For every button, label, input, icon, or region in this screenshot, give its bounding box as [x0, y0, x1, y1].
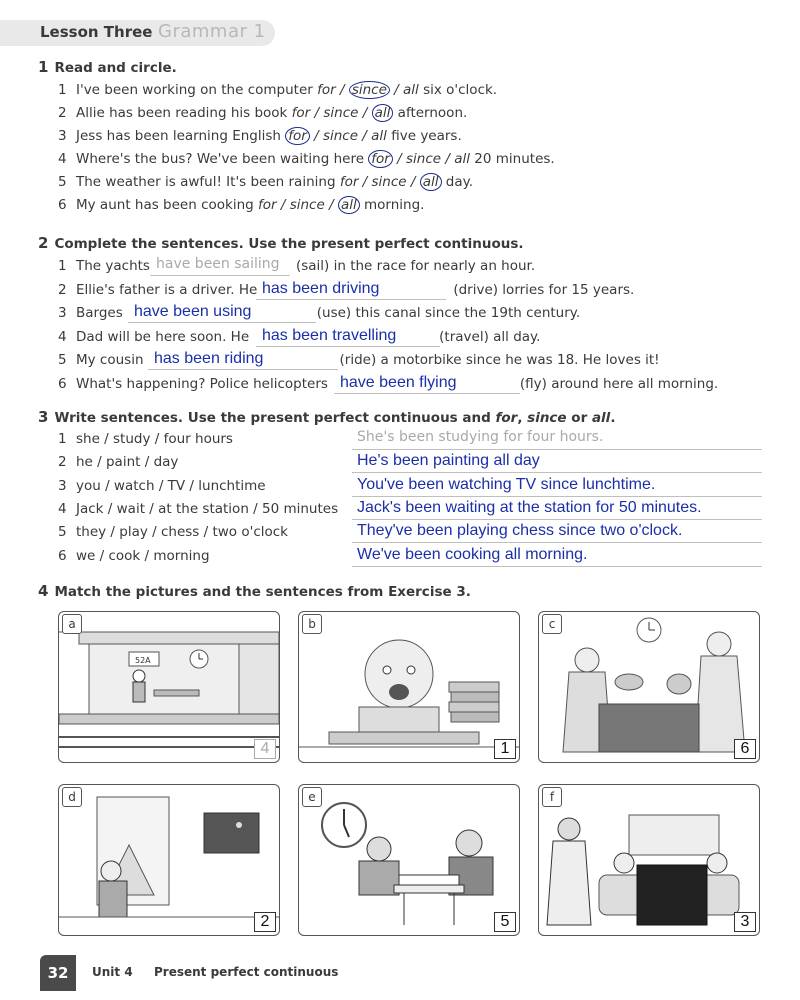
option-o2[interactable]: since — [349, 81, 390, 99]
ex1-item — [58, 105, 467, 121]
answer-text[interactable]: have been using — [134, 303, 252, 320]
option-o2[interactable]: since — [371, 174, 407, 190]
ex3-item — [58, 431, 233, 447]
prompt-text: we / cook / morning — [76, 547, 210, 564]
sentence-end: (travel) all day. — [439, 328, 541, 345]
prompt-text: he / paint / day — [76, 454, 179, 471]
sentence-start: The yachts — [76, 258, 150, 274]
item-number: 1 — [58, 82, 67, 98]
sentence-end: five years. — [386, 128, 462, 144]
answer-text[interactable]: has been riding — [154, 350, 264, 367]
picture-f-watching-tv: f 3 — [538, 784, 760, 936]
picture-f-answer: 3 — [734, 912, 756, 932]
sentence-end: (sail) in the race for nearly an hour. — [295, 258, 536, 274]
ex1-item — [58, 82, 497, 98]
item-number: 3 — [58, 305, 67, 321]
sentence-end: 20 minutes. — [470, 151, 555, 167]
answer-line — [352, 542, 762, 543]
chess-illustration — [299, 785, 519, 935]
item-number: 2 — [58, 105, 67, 121]
option-o1[interactable]: for — [317, 82, 336, 98]
option-o2[interactable]: since — [289, 197, 325, 213]
option-separator: / — [392, 151, 406, 167]
ex3-item — [58, 524, 288, 540]
ex1-item — [58, 151, 555, 167]
prompt-text: they / play / chess / two o'clock — [76, 524, 288, 541]
sentence-end: (use) this canal since the 19th century. — [316, 305, 581, 321]
option-o3[interactable]: all — [454, 151, 470, 167]
option-o3[interactable]: all — [372, 104, 394, 122]
item-number: 5 — [58, 352, 67, 368]
answer-text[interactable]: She's been studying for four hours. — [357, 429, 604, 445]
item-number: 1 — [58, 258, 67, 274]
option-separator: / — [358, 174, 372, 190]
option-o2[interactable]: since — [406, 151, 442, 167]
option-separator: / — [310, 105, 324, 121]
cooking-illustration — [539, 612, 759, 762]
sentence-end: (drive) lorries for 15 years. — [453, 281, 635, 298]
sentence-end: (fly) around here all morning. — [519, 375, 719, 392]
option-o1[interactable]: for — [258, 197, 277, 213]
option-o3[interactable]: all — [420, 173, 442, 191]
sentence-start: My aunt has been cooking — [76, 197, 259, 213]
picture-a-answer: 4 — [254, 739, 276, 759]
lesson-title: Lesson Three — [40, 23, 153, 41]
option-o2[interactable]: since — [322, 128, 359, 144]
ex3-item — [58, 478, 266, 494]
studying-illustration — [299, 612, 519, 762]
item-number: 6 — [58, 197, 67, 213]
answer-text[interactable]: You've been watching TV since lunchtime. — [357, 475, 656, 493]
answer-line — [352, 449, 762, 450]
option-o1[interactable]: for — [368, 150, 393, 168]
option-o1[interactable]: for — [291, 105, 311, 121]
picture-e-chess: e 5 — [298, 784, 520, 936]
answer-line — [150, 275, 290, 276]
footer-unit: Unit 4 — [92, 965, 133, 979]
sentence-start: Ellie's father is a driver. He — [76, 281, 258, 298]
sentence-end: six o'clock. — [418, 82, 498, 98]
exercise-1-title: 1 Read and circle. — [38, 58, 177, 76]
answer-text[interactable]: has been driving — [262, 279, 380, 297]
item-number: 6 — [58, 375, 67, 392]
item-number: 2 — [58, 281, 67, 298]
ex3-item — [58, 548, 210, 564]
ex3-item — [58, 501, 338, 517]
station-illustration — [59, 612, 279, 762]
option-o1[interactable]: for — [339, 174, 359, 190]
picture-c-cooking: c 6 — [538, 611, 760, 763]
sentence-start: I've been working on the computer — [76, 82, 318, 98]
painting-illustration — [59, 785, 279, 935]
sentence-end: afternoon. — [393, 105, 468, 121]
option-o3[interactable]: all — [338, 196, 360, 214]
picture-b-studying: b 1 — [298, 611, 520, 763]
sentence-start: What's happening? Police helicopters — [76, 375, 328, 392]
ex1-item — [58, 197, 424, 213]
answer-line — [352, 496, 762, 497]
sentence-start: Jess has been learning English — [76, 128, 286, 144]
answer-text[interactable]: have been flying — [340, 373, 457, 391]
lesson-header — [0, 20, 275, 46]
option-separator: / — [309, 128, 323, 144]
exercise-3-title: 3 Write sentences. Use the present perfect continuous and for, since or all. — [38, 408, 616, 426]
picture-c-answer: 6 — [734, 739, 756, 759]
option-separator: / — [276, 197, 290, 213]
option-o3[interactable]: all — [403, 82, 419, 98]
answer-line — [128, 322, 316, 323]
sentence-start: My cousin — [76, 352, 144, 368]
answer-text[interactable]: Jack's been waiting at the station for 50 minutes. — [357, 498, 702, 516]
prompt-text: you / watch / TV / lunchtime — [76, 477, 266, 494]
answer-text[interactable]: They've been playing chess since two o'clock. — [357, 522, 683, 540]
answer-line — [256, 346, 440, 347]
ex2-item — [58, 258, 535, 274]
answer-line — [352, 519, 762, 520]
item-number: 4 — [58, 500, 67, 517]
ex2-item — [58, 352, 660, 368]
prompt-text: Jack / wait / at the station / 50 minutes — [76, 500, 339, 517]
option-separator: / — [335, 82, 349, 98]
sentence-start: Allie has been reading his book — [76, 105, 292, 121]
answer-line — [148, 369, 338, 370]
page-number: 32 — [40, 955, 76, 991]
sentence-end: morning. — [359, 197, 425, 213]
exercise-2-title: 2 Complete the sentences. Use the present perfect continuous. — [38, 234, 524, 252]
picture-d-answer: 2 — [254, 912, 276, 932]
sentence-start: The weather is awful! It's been raining — [76, 174, 340, 190]
ex1-item — [58, 174, 473, 190]
answer-line — [352, 472, 762, 473]
option-separator: / — [389, 82, 404, 98]
answer-text[interactable]: We've been cooking all morning. — [357, 545, 588, 563]
option-o2[interactable]: since — [323, 105, 359, 121]
page-footer — [40, 955, 800, 991]
sentence-start: Dad will be here soon. He — [76, 328, 250, 345]
option-separator: / — [324, 197, 338, 213]
option-o1[interactable]: for — [285, 127, 310, 145]
option-separator: / — [441, 151, 455, 167]
answer-text[interactable]: has been travelling — [262, 326, 397, 344]
answer-line — [334, 393, 520, 394]
item-number: 1 — [58, 431, 67, 447]
station-sign: 52A — [135, 656, 151, 665]
answer-text[interactable]: He's been painting all day — [357, 452, 540, 470]
item-number: 5 — [58, 524, 67, 541]
tv-illustration — [539, 785, 759, 935]
picture-d-painting: d 2 — [58, 784, 280, 936]
item-number: 4 — [58, 328, 67, 345]
answer-text[interactable]: have been sailing — [156, 256, 280, 272]
picture-a-station: a 52A 4 — [58, 611, 280, 763]
exercise-4-title: 4 Match the pictures and the sentences from Exercise 3. — [38, 582, 471, 600]
item-number: 4 — [58, 151, 67, 167]
answer-line — [352, 566, 762, 567]
sentence-end: (ride) a motorbike since he was 18. He loves it! — [339, 352, 660, 368]
item-number: 3 — [58, 477, 67, 494]
prompt-text: she / study / four hours — [76, 431, 233, 447]
sentence-start: Where's the bus? We've been waiting here — [76, 151, 369, 167]
sentence-start: Barges — [76, 305, 123, 321]
item-number: 6 — [58, 547, 67, 564]
picture-b-answer: 1 — [494, 739, 516, 759]
sentence-end: day. — [441, 174, 474, 190]
ex3-item — [58, 454, 178, 470]
option-separator: / — [406, 174, 420, 190]
item-number: 5 — [58, 174, 67, 190]
item-number: 2 — [58, 454, 67, 471]
option-separator: / — [358, 105, 372, 121]
ex1-item — [58, 128, 462, 144]
item-number: 3 — [58, 128, 67, 144]
picture-e-answer: 5 — [494, 912, 516, 932]
section-title: Grammar 1 — [158, 21, 266, 42]
option-o3[interactable]: all — [371, 128, 387, 144]
answer-line — [256, 299, 446, 300]
footer-topic: Present perfect continuous — [154, 965, 339, 979]
option-separator: / — [358, 128, 372, 144]
